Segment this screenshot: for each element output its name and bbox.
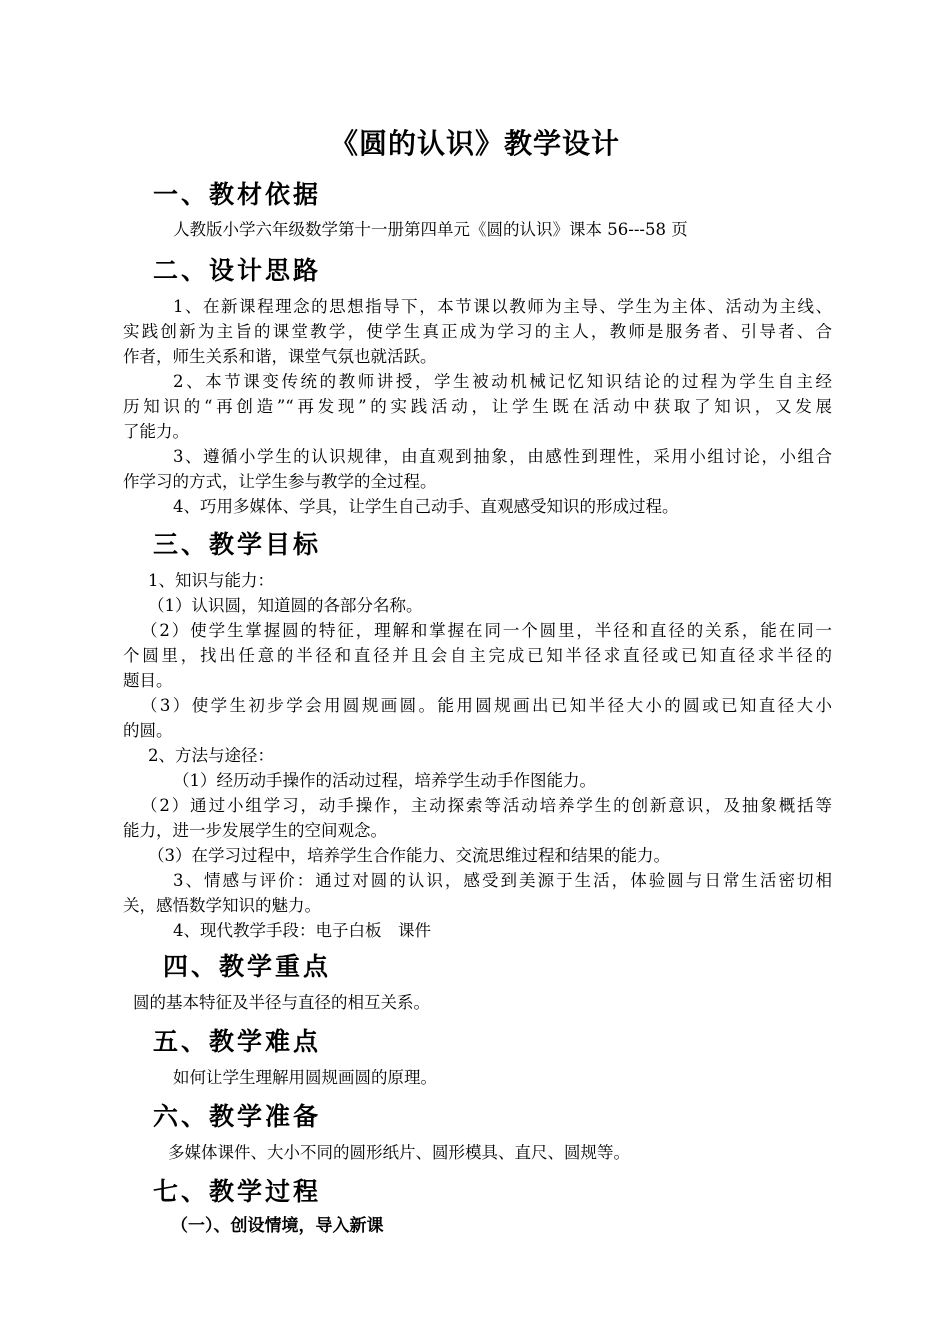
paragraph-line: 了能力。 — [123, 422, 189, 441]
paragraph-line: 题目。 — [123, 671, 173, 690]
section-heading-process: 七、教学过程 — [153, 1177, 322, 1206]
paragraph-line: 2、本节课变传统的教师讲授，学生被动机械记忆知识结论的过程为学生自主经 — [173, 372, 832, 391]
paragraph-line: 多媒体课件、大小不同的圆形纸片、圆形模具、直尺、圆规等。 — [168, 1143, 630, 1162]
section-heading-difficulties: 五、教学难点 — [153, 1027, 322, 1056]
paragraph-line: 如何让学生理解用圆规画圆的原理。 — [173, 1068, 437, 1087]
paragraph-line: 作学习的方式，让学生参与教学的全过程。 — [123, 472, 437, 491]
paragraph-line: 3、遵循小学生的认识规律，由直观到抽象，由感性到理性，采用小组讨论，小组合 — [173, 447, 832, 466]
section-heading-basis: 一、教材依据 — [153, 180, 322, 209]
paragraph-line: （2）通过小组学习，动手操作，主动探索等活动培养学生的创新意识，及抽象概括等 — [141, 796, 832, 815]
paragraph-line: 1、知识与能力： — [148, 571, 274, 590]
paragraph-line: 个圆里，找出任意的半径和直径并且会自主完成已知半径求直径或已知直径求半径的 — [123, 646, 832, 665]
subsection-heading: （一）、创设情境，导入新课 — [171, 1216, 384, 1236]
paragraph-line: 3、情感与评价：通过对圆的认识，感受到美源于生活，体验圆与日常生活密切相 — [173, 871, 832, 890]
paragraph-line: 4、巧用多媒体、学具，让学生自己动手、直观感受知识的形成过程。 — [173, 497, 679, 516]
paragraph-line: 1、在新课程理念的思想指导下，本节课以教师为主导、学生为主体、活动为主线、 — [173, 297, 832, 316]
section-heading-design-ideas: 二、设计思路 — [153, 256, 322, 285]
paragraph-line: 关，感悟数学知识的魅力。 — [123, 896, 321, 915]
paragraph-line: 历知识的“再创造”“再发现”的实践活动，让学生既在活动中获取了知识，又发展 — [123, 397, 832, 416]
section-heading-key-points: 四、教学重点 — [163, 952, 332, 981]
paragraph-line: （3）使学生初步学会用圆规画圆。能用圆规画出已知半径大小的圆或已知直径大小 — [141, 696, 832, 715]
paragraph-line: （1）经历动手操作的活动过程，培养学生动手作图能力。 — [173, 771, 596, 790]
paragraph-line: 人教版小学六年级数学第十一册第四单元《圆的认识》课本 56---58 页 — [173, 220, 688, 239]
paragraph-line: 作者，师生关系和谐，课堂气氛也就活跃。 — [123, 347, 437, 366]
paragraph-line: 的圆。 — [123, 721, 173, 740]
section-heading-objectives: 三、教学目标 — [153, 530, 322, 559]
paragraph-line: 圆的基本特征及半径与直径的相互关系。 — [133, 993, 430, 1012]
paragraph-line: （2）使学生掌握圆的特征，理解和掌握在同一个圆里，半径和直径的关系，能在同一 — [141, 621, 832, 640]
paragraph-line: 4、现代教学手段：电子白板 课件 — [173, 921, 431, 940]
section-heading-preparation: 六、教学准备 — [153, 1102, 322, 1131]
paragraph-line: 2、方法与途径： — [148, 746, 274, 765]
paragraph-line: （3）在学习过程中，培养学生合作能力、交流思维过程和结果的能力。 — [148, 846, 670, 865]
paragraph-line: （1）认识圆，知道圆的各部分名称。 — [148, 596, 423, 615]
document-title: 《圆的认识》教学设计 — [329, 127, 620, 160]
paragraph-line: 实践创新为主旨的课堂教学，使学生真正成为学习的主人，教师是服务者、引导者、合 — [123, 322, 832, 341]
paragraph-line: 能力，进一步发展学生的空间观念。 — [123, 821, 387, 840]
